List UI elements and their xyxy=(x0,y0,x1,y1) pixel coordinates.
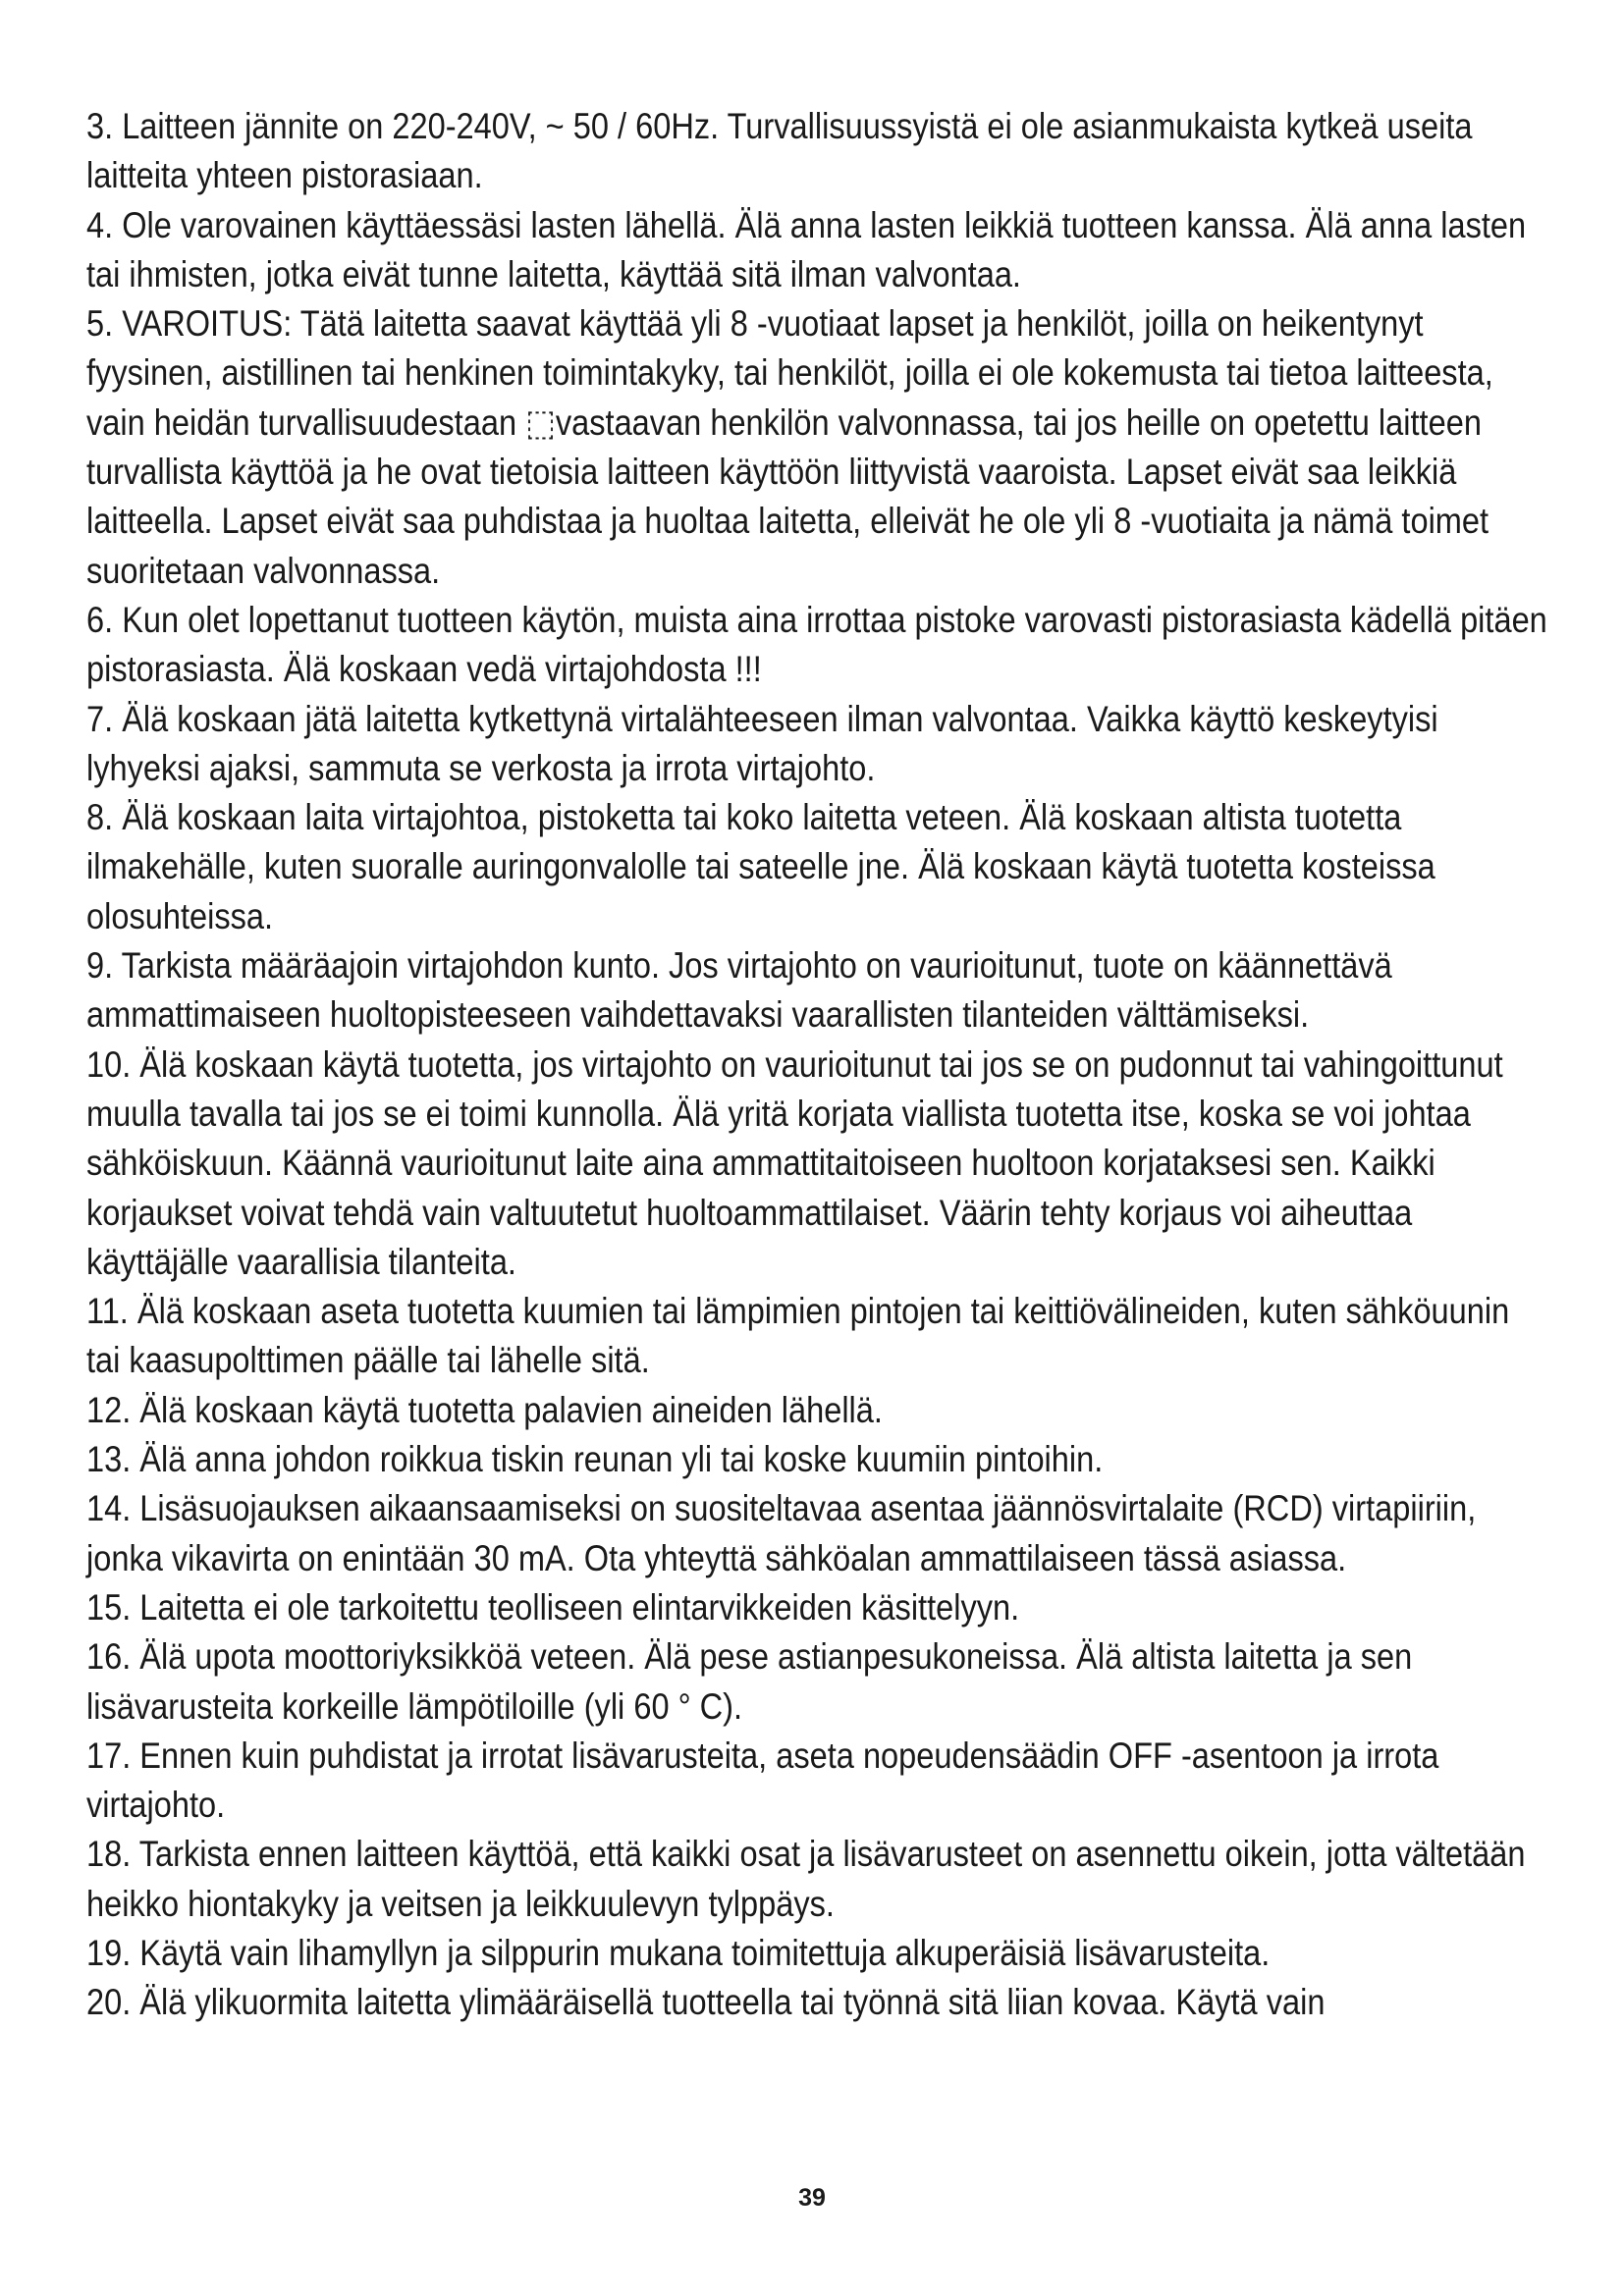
instruction-item-3: 3. Laitteen jännite on 220-240V, ~ 50 / 60Hz. Turvallisuussyistä ei ole asianmukaista kytkeä useita laitteita yhteen pistorasiaan. xyxy=(86,106,1473,196)
instruction-item-5: 5. VAROITUS: Tätä laitetta saavat käyttää yli 8 -vuotiaat lapset ja henkilöt, joilla on heikentynyt fyysinen, aistillinen tai henkinen toimintakyky, tai henkilöt, joilla ei ole kokemusta tai tietoa laitteesta, vain heidän turvallisuudestaan ⬚vastaavan henkilön valvonnassa, tai jos heille on opetettu laitteen turvallista käyttöä ja he ovat tietoisia laitteen käyttöön liittyvistä vaaroista. Lapset eivät saa leikkiä laitteella. Lapset eivät saa puhdistaa ja huoltaa laitetta, elleivät he ole yli 8 -vuotiaita ja nämä toimet suoritetaan valvonnassa. xyxy=(86,303,1493,591)
instruction-item-4: 4. Ole varovainen käyttäessäsi lasten lähellä. Älä anna lasten leikkiä tuotteen kanssa. Älä anna lasten tai ihmisten, jotka eivät tunne laitetta, käyttää sitä ilman valvontaa. xyxy=(86,204,1527,294)
instruction-item-12: 12. Älä koskaan käytä tuotetta palavien aineiden lähellä. xyxy=(86,1389,883,1430)
instruction-item-14: 14. Lisäsuojauksen aikaansaamiseksi on suositeltavaa asentaa jäännösvirtalaite (RCD) virtapiiriin, jonka vikavirta on enintään 30 mA. Ota yhteyttä sähköalan ammattilaiseen tässä asiassa. xyxy=(86,1488,1477,1578)
instruction-item-9: 9. Tarkista määräajoin virtajohdon kunto. Jos virtajohto on vaurioitunut, tuote on käännettävä ammattimaiseen huoltopisteeseen vaihdettavaksi vaarallisten tilanteiden välttämiseksi. xyxy=(86,945,1392,1036)
instruction-item-18: 18. Tarkista ennen laitteen käyttöä, että kaikki osat ja lisävarusteet on asennettu oikein, jotta vältetään heikko hiontakyky ja veitsen ja leikkuulevyn tylppäys. xyxy=(86,1834,1526,1924)
instruction-item-11: 11. Älä koskaan aseta tuotetta kuumien tai lämpimien pintojen tai keittiövälineiden, kuten sähköuunin tai kaasupolttimen päälle tai lähelle sitä. xyxy=(86,1291,1510,1381)
page-number: 39 xyxy=(798,2184,826,2212)
instruction-item-10: 10. Älä koskaan käytä tuotetta, jos virtajohto on vaurioitunut tai jos se on pudonnut tai vahingoittunut muulla tavalla tai jos se ei toimi kunnolla. Älä yritä korjata viallista tuotetta itse, koska se voi johtaa sähköiskuun. Käännä vaurioitunut laite aina ammattitaitoiseen huoltoon korjataksesi sen. Kaikki korjaukset voivat tehdä vain valtuutetut huoltoammattilaiset. Väärin tehty korjaus voi aiheuttaa käyttäjälle vaarallisia tilanteita. xyxy=(86,1043,1503,1282)
instruction-item-17: 17. Ennen kuin puhdistat ja irrotat lisävarusteita, aseta nopeudensäädin OFF -asentoon ja irrota virtajohto. xyxy=(86,1735,1439,1826)
instruction-item-13: 13. Älä anna johdon roikkua tiskin reunan yli tai koske kuumiin pintoihin. xyxy=(86,1439,1104,1480)
instruction-item-20: 20. Älä ylikuormita laitetta ylimääräisellä tuotteella tai työnnä sitä liian kovaa. Käytä vain xyxy=(86,1982,1326,2023)
instruction-item-16: 16. Älä upota moottoriyksikköä veteen. Älä pese astianpesukoneissa. Älä altista laitetta ja sen lisävarusteita korkeille lämpötiloille (yli 60 ° C). xyxy=(86,1636,1413,1727)
instructions-body xyxy=(86,102,1549,2028)
instruction-item-15: 15. Laitetta ei ole tarkoitettu teolliseen elintarvikkeiden käsittelyyn. xyxy=(86,1586,1020,1628)
instruction-item-7: 7. Älä koskaan jätä laitetta kytkettynä virtalähteeseen ilman valvontaa. Vaikka käyttö keskeytyisi lyhyeksi ajaksi, sammuta se verkosta ja irrota virtajohto. xyxy=(86,698,1438,788)
instruction-item-19: 19. Käytä vain lihamyllyn ja silppurin mukana toimitettuja alkuperäisiä lisävarusteita. xyxy=(86,1932,1271,1973)
instruction-item-8: 8. Älä koskaan laita virtajohtoa, pistoketta tai koko laitetta veteen. Älä koskaan altista tuotetta ilmakehälle, kuten suoralle auringonvalolle tai sateelle jne. Älä koskaan käytä tuotetta kosteissa olosuhteissa. xyxy=(86,797,1435,936)
instruction-item-6: 6. Kun olet lopettanut tuotteen käytön, muista aina irrottaa pistoke varovasti pistorasiasta kädellä pitäen pistorasiasta. Älä koskaan vedä virtajohdosta !!! xyxy=(86,599,1547,690)
